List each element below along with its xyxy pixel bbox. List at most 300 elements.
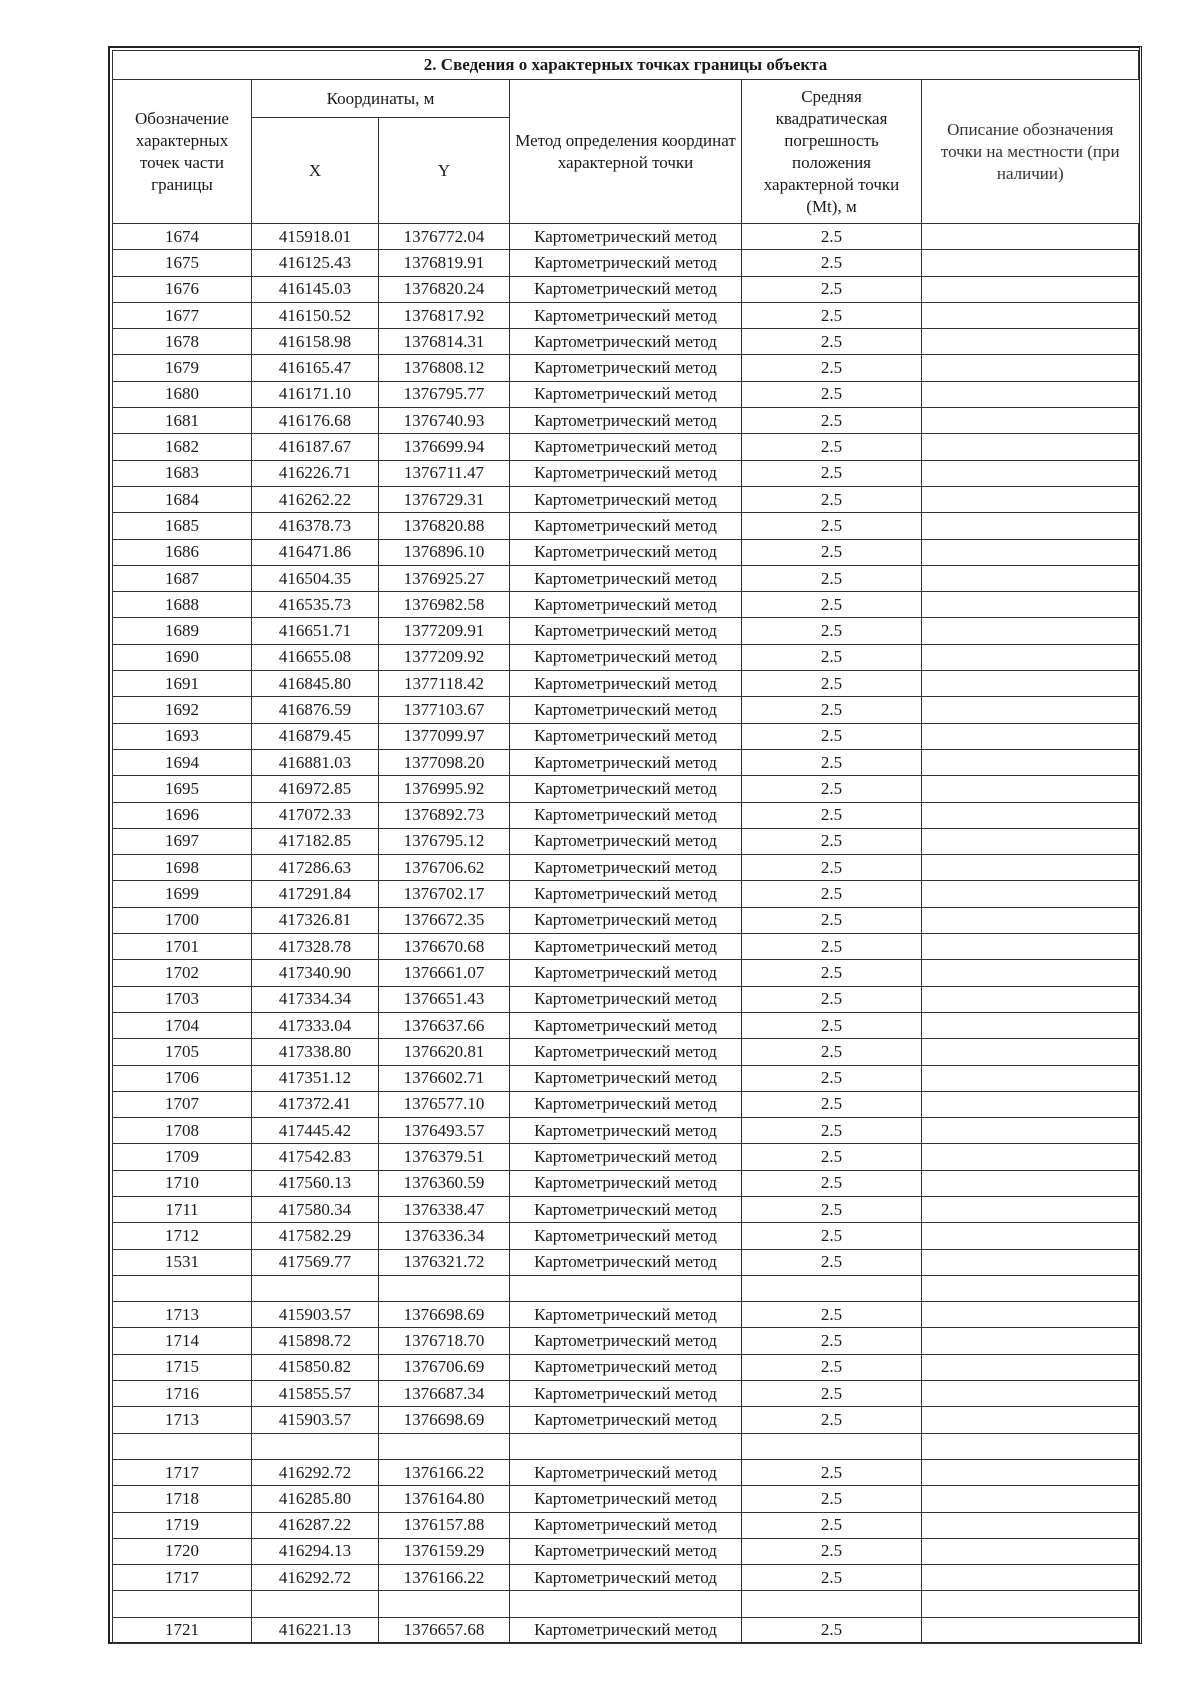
table-row <box>113 1144 1139 1170</box>
accuracy-cell: 2.5 <box>742 250 922 276</box>
point-cell: 1692 <box>113 697 252 723</box>
description-cell <box>922 539 1139 565</box>
x-coordinate-cell: 417326.81 <box>252 907 379 933</box>
point-cell: 1697 <box>113 828 252 854</box>
point-cell: 1708 <box>113 1118 252 1144</box>
accuracy-cell: 2.5 <box>742 1354 922 1380</box>
accuracy-cell: 2.5 <box>742 1012 922 1038</box>
method-cell: Картометрический метод <box>510 1328 742 1354</box>
point-cell: 1714 <box>113 1328 252 1354</box>
point-cell: 1709 <box>113 1144 252 1170</box>
accuracy-cell: 2.5 <box>742 592 922 618</box>
point-cell: 1705 <box>113 1039 252 1065</box>
accuracy-cell: 2.5 <box>742 486 922 512</box>
table-row <box>113 907 1139 933</box>
point-cell: 1693 <box>113 723 252 749</box>
accuracy-cell: 2.5 <box>742 1565 922 1591</box>
table-row <box>113 1486 1139 1512</box>
y-coordinate-cell: 1376602.71 <box>379 1065 510 1091</box>
x-coordinate-cell: 416655.08 <box>252 644 379 670</box>
table-row <box>113 381 1139 407</box>
accuracy-cell: 2.5 <box>742 749 922 775</box>
accuracy-cell: 2.5 <box>742 1538 922 1564</box>
method-cell: Картометрический метод <box>510 934 742 960</box>
table-row <box>113 618 1139 644</box>
x-coordinate-cell: 417372.41 <box>252 1091 379 1117</box>
description-cell <box>922 671 1139 697</box>
method-cell: Картометрический метод <box>510 1538 742 1564</box>
table-row <box>113 513 1139 539</box>
description-cell <box>922 907 1139 933</box>
point-cell: 1691 <box>113 671 252 697</box>
point-cell: 1717 <box>113 1459 252 1485</box>
description-cell <box>922 934 1139 960</box>
y-coordinate-cell: 1376157.88 <box>379 1512 510 1538</box>
description-cell <box>922 1381 1139 1407</box>
x-coordinate-cell: 415850.82 <box>252 1354 379 1380</box>
description-cell <box>922 592 1139 618</box>
accuracy-cell: 2.5 <box>742 1407 922 1433</box>
description-cell <box>922 697 1139 723</box>
accuracy-cell: 2.5 <box>742 828 922 854</box>
x-coordinate-cell: 416972.85 <box>252 776 379 802</box>
description-cell <box>922 408 1139 434</box>
y-coordinate-cell: 1376925.27 <box>379 565 510 591</box>
table-row <box>113 644 1139 670</box>
method-cell: Картометрический метод <box>510 1381 742 1407</box>
x-coordinate-cell: 416292.72 <box>252 1565 379 1591</box>
x-coordinate-cell: 415903.57 <box>252 1302 379 1328</box>
description-cell <box>922 355 1139 381</box>
method-cell: Картометрический метод <box>510 855 742 881</box>
y-coordinate-cell: 1376718.70 <box>379 1328 510 1354</box>
method-cell: Картометрический метод <box>510 1565 742 1591</box>
table-row <box>113 302 1139 328</box>
point-cell: 1710 <box>113 1170 252 1196</box>
accuracy-cell: 2.5 <box>742 302 922 328</box>
x-coordinate-cell: 417333.04 <box>252 1012 379 1038</box>
y-coordinate-cell: 1376706.69 <box>379 1354 510 1380</box>
point-cell: 1706 <box>113 1065 252 1091</box>
method-cell: Картометрический метод <box>510 1354 742 1380</box>
method-cell: Картометрический метод <box>510 960 742 986</box>
method-cell: Картометрический метод <box>510 565 742 591</box>
table-row <box>113 460 1139 486</box>
x-coordinate-cell: 416187.67 <box>252 434 379 460</box>
y-coordinate-cell: 1376740.93 <box>379 408 510 434</box>
point-cell: 1694 <box>113 749 252 775</box>
table-row <box>113 329 1139 355</box>
x-coordinate-cell: 416285.80 <box>252 1486 379 1512</box>
x-coordinate-cell: 417560.13 <box>252 1170 379 1196</box>
accuracy-cell: 2.5 <box>742 565 922 591</box>
table-row <box>113 697 1139 723</box>
y-coordinate-cell: 1376698.69 <box>379 1302 510 1328</box>
point-cell: 1700 <box>113 907 252 933</box>
table-row <box>113 828 1139 854</box>
method-cell: Картометрический метод <box>510 276 742 302</box>
method-cell: Картометрический метод <box>510 460 742 486</box>
x-coordinate-cell: 415918.01 <box>252 224 379 250</box>
y-coordinate-cell: 1376699.94 <box>379 434 510 460</box>
accuracy-cell: 2.5 <box>742 1170 922 1196</box>
description-cell <box>922 881 1139 907</box>
accuracy-cell: 2.5 <box>742 1091 922 1117</box>
x-coordinate-cell: 416221.13 <box>252 1617 379 1643</box>
description-cell <box>922 1039 1139 1065</box>
y-coordinate-cell: 1376164.80 <box>379 1486 510 1512</box>
point-cell: 1685 <box>113 513 252 539</box>
accuracy-cell: 2.5 <box>742 723 922 749</box>
accuracy-cell: 2.5 <box>742 881 922 907</box>
x-coordinate-cell: 417569.77 <box>252 1249 379 1275</box>
x-coordinate-cell: 417542.83 <box>252 1144 379 1170</box>
y-coordinate-cell: 1376657.68 <box>379 1617 510 1643</box>
table-row <box>113 1617 1139 1643</box>
description-cell <box>922 802 1139 828</box>
x-coordinate-cell: 417286.63 <box>252 855 379 881</box>
point-cell: 1702 <box>113 960 252 986</box>
description-cell <box>922 828 1139 854</box>
point-cell: 1721 <box>113 1617 252 1643</box>
table-row <box>113 1328 1139 1354</box>
point-cell <box>113 1433 252 1459</box>
accuracy-cell: 2.5 <box>742 644 922 670</box>
table-row <box>113 1012 1139 1038</box>
table-row <box>113 1118 1139 1144</box>
y-coordinate-cell: 1376620.81 <box>379 1039 510 1065</box>
method-cell: Картометрический метод <box>510 355 742 381</box>
y-coordinate-cell: 1376820.24 <box>379 276 510 302</box>
method-cell: Картометрический метод <box>510 1459 742 1485</box>
accuracy-cell: 2.5 <box>742 1512 922 1538</box>
point-cell: 1674 <box>113 224 252 250</box>
accuracy-cell: 2.5 <box>742 460 922 486</box>
table-row <box>113 434 1139 460</box>
y-coordinate-cell: 1376651.43 <box>379 986 510 1012</box>
method-cell: Картометрический метод <box>510 881 742 907</box>
point-cell: 1711 <box>113 1196 252 1222</box>
accuracy-cell: 2.5 <box>742 934 922 960</box>
description-cell <box>922 250 1139 276</box>
description-cell <box>922 381 1139 407</box>
point-cell: 1704 <box>113 1012 252 1038</box>
point-cell: 1688 <box>113 592 252 618</box>
description-cell <box>922 1091 1139 1117</box>
x-coordinate-cell: 417291.84 <box>252 881 379 907</box>
point-cell: 1695 <box>113 776 252 802</box>
accuracy-cell: 2.5 <box>742 1617 922 1643</box>
accuracy-cell: 2.5 <box>742 697 922 723</box>
point-cell <box>113 1275 252 1301</box>
accuracy-cell <box>742 1275 922 1301</box>
y-coordinate-cell: 1376360.59 <box>379 1170 510 1196</box>
x-coordinate-cell: 415898.72 <box>252 1328 379 1354</box>
accuracy-cell: 2.5 <box>742 434 922 460</box>
method-cell: Картометрический метод <box>510 302 742 328</box>
description-cell <box>922 1196 1139 1222</box>
description-cell <box>922 1012 1139 1038</box>
description-cell <box>922 1538 1139 1564</box>
x-coordinate-cell: 415903.57 <box>252 1407 379 1433</box>
accuracy-cell: 2.5 <box>742 408 922 434</box>
method-cell: Картометрический метод <box>510 618 742 644</box>
method-cell: Картометрический метод <box>510 1249 742 1275</box>
point-cell: 1683 <box>113 460 252 486</box>
table-row <box>113 855 1139 881</box>
table-row <box>113 276 1139 302</box>
description-cell <box>922 1275 1139 1301</box>
description-cell <box>922 855 1139 881</box>
y-coordinate-cell: 1376795.77 <box>379 381 510 407</box>
point-cell: 1718 <box>113 1486 252 1512</box>
table-row <box>113 224 1139 250</box>
method-cell: Картометрический метод <box>510 434 742 460</box>
y-coordinate-cell: 1376892.73 <box>379 802 510 828</box>
x-coordinate-cell: 416535.73 <box>252 592 379 618</box>
x-coordinate-cell: 416158.98 <box>252 329 379 355</box>
method-cell: Картометрический метод <box>510 539 742 565</box>
method-cell: Картометрический метод <box>510 1302 742 1328</box>
x-coordinate-cell: 417445.42 <box>252 1118 379 1144</box>
accuracy-cell: 2.5 <box>742 1249 922 1275</box>
accuracy-cell: 2.5 <box>742 960 922 986</box>
description-cell <box>922 329 1139 355</box>
table-row <box>113 1302 1139 1328</box>
y-coordinate-cell: 1376321.72 <box>379 1249 510 1275</box>
y-coordinate-cell: 1376338.47 <box>379 1196 510 1222</box>
x-coordinate-cell: 417338.80 <box>252 1039 379 1065</box>
accuracy-cell: 2.5 <box>742 1381 922 1407</box>
point-cell: 1680 <box>113 381 252 407</box>
x-coordinate-cell <box>252 1433 379 1459</box>
x-coordinate-cell: 416262.22 <box>252 486 379 512</box>
header-point: Обозначение характерных точек части границы <box>113 80 252 224</box>
y-coordinate-cell <box>379 1591 510 1617</box>
method-cell: Картометрический метод <box>510 1144 742 1170</box>
y-coordinate-cell: 1376159.29 <box>379 1538 510 1564</box>
table-row <box>113 749 1139 775</box>
description-cell <box>922 276 1139 302</box>
table-row <box>113 671 1139 697</box>
description-cell <box>922 986 1139 1012</box>
description-cell <box>922 749 1139 775</box>
table-row <box>113 1091 1139 1117</box>
x-coordinate-cell: 417182.85 <box>252 828 379 854</box>
table-row <box>113 592 1139 618</box>
description-cell <box>922 1433 1139 1459</box>
header-x: X <box>252 118 379 224</box>
description-cell <box>922 723 1139 749</box>
header-method: Метод определения координат характерной точки <box>510 80 742 224</box>
x-coordinate-cell: 416150.52 <box>252 302 379 328</box>
x-coordinate-cell: 417582.29 <box>252 1223 379 1249</box>
separator-row <box>113 1275 1139 1301</box>
method-cell: Картометрический метод <box>510 1118 742 1144</box>
table-row <box>113 1170 1139 1196</box>
x-coordinate-cell: 416171.10 <box>252 381 379 407</box>
table-row <box>113 934 1139 960</box>
description-cell <box>922 1118 1139 1144</box>
point-cell: 1686 <box>113 539 252 565</box>
method-cell: Картометрический метод <box>510 250 742 276</box>
description-cell <box>922 513 1139 539</box>
point-cell: 1689 <box>113 618 252 644</box>
description-cell <box>922 1170 1139 1196</box>
point-cell: 1696 <box>113 802 252 828</box>
table-row <box>113 1354 1139 1380</box>
x-coordinate-cell: 416165.47 <box>252 355 379 381</box>
method-cell: Картометрический метод <box>510 802 742 828</box>
point-cell: 1699 <box>113 881 252 907</box>
y-coordinate-cell: 1376817.92 <box>379 302 510 328</box>
y-coordinate-cell: 1376808.12 <box>379 355 510 381</box>
method-cell: Картометрический метод <box>510 1196 742 1222</box>
method-cell: Картометрический метод <box>510 1039 742 1065</box>
method-cell: Картометрический метод <box>510 828 742 854</box>
y-coordinate-cell: 1376706.62 <box>379 855 510 881</box>
y-coordinate-cell: 1376687.34 <box>379 1381 510 1407</box>
method-cell: Картометрический метод <box>510 907 742 933</box>
method-cell <box>510 1433 742 1459</box>
table-row <box>113 1196 1139 1222</box>
x-coordinate-cell: 416292.72 <box>252 1459 379 1485</box>
accuracy-cell: 2.5 <box>742 329 922 355</box>
accuracy-cell: 2.5 <box>742 1196 922 1222</box>
method-cell: Картометрический метод <box>510 408 742 434</box>
accuracy-cell: 2.5 <box>742 513 922 539</box>
y-coordinate-cell: 1376819.91 <box>379 250 510 276</box>
method-cell: Картометрический метод <box>510 381 742 407</box>
table-row <box>113 539 1139 565</box>
method-cell: Картометрический метод <box>510 486 742 512</box>
table-row <box>113 250 1139 276</box>
y-coordinate-cell: 1376814.31 <box>379 329 510 355</box>
y-coordinate-cell: 1377209.91 <box>379 618 510 644</box>
accuracy-cell: 2.5 <box>742 855 922 881</box>
method-cell: Картометрический метод <box>510 1223 742 1249</box>
accuracy-cell: 2.5 <box>742 986 922 1012</box>
accuracy-cell: 2.5 <box>742 618 922 644</box>
y-coordinate-cell: 1376702.17 <box>379 881 510 907</box>
table-row <box>113 1039 1139 1065</box>
table-row <box>113 1565 1139 1591</box>
point-cell: 1690 <box>113 644 252 670</box>
y-coordinate-cell: 1376661.07 <box>379 960 510 986</box>
method-cell: Картометрический метод <box>510 671 742 697</box>
y-coordinate-cell: 1377098.20 <box>379 749 510 775</box>
description-cell <box>922 1354 1139 1380</box>
y-coordinate-cell: 1377118.42 <box>379 671 510 697</box>
accuracy-cell: 2.5 <box>742 907 922 933</box>
y-coordinate-cell <box>379 1275 510 1301</box>
method-cell: Картометрический метод <box>510 1065 742 1091</box>
point-cell: 1681 <box>113 408 252 434</box>
method-cell: Картометрический метод <box>510 513 742 539</box>
description-cell <box>922 644 1139 670</box>
y-coordinate-cell: 1376698.69 <box>379 1407 510 1433</box>
y-coordinate-cell: 1376577.10 <box>379 1091 510 1117</box>
x-coordinate-cell: 417334.34 <box>252 986 379 1012</box>
accuracy-cell: 2.5 <box>742 1065 922 1091</box>
accuracy-cell: 2.5 <box>742 1486 922 1512</box>
header-coords: Координаты, м <box>252 80 510 118</box>
section-title: 2. Сведения о характерных точках границы объекта <box>113 51 1139 80</box>
accuracy-cell: 2.5 <box>742 1118 922 1144</box>
x-coordinate-cell: 416504.35 <box>252 565 379 591</box>
boundary-points-table <box>112 50 1139 1644</box>
point-cell: 1684 <box>113 486 252 512</box>
description-cell <box>922 565 1139 591</box>
accuracy-cell <box>742 1591 922 1617</box>
description-cell <box>922 1302 1139 1328</box>
table-row <box>113 1065 1139 1091</box>
description-cell <box>922 1512 1139 1538</box>
description-cell <box>922 618 1139 644</box>
y-coordinate-cell: 1376729.31 <box>379 486 510 512</box>
x-coordinate-cell: 417580.34 <box>252 1196 379 1222</box>
method-cell: Картометрический метод <box>510 1012 742 1038</box>
y-coordinate-cell: 1376493.57 <box>379 1118 510 1144</box>
y-coordinate-cell: 1376795.12 <box>379 828 510 854</box>
y-coordinate-cell: 1376637.66 <box>379 1012 510 1038</box>
table-row <box>113 355 1139 381</box>
table-row <box>113 1249 1139 1275</box>
point-cell: 1675 <box>113 250 252 276</box>
method-cell: Картометрический метод <box>510 644 742 670</box>
x-coordinate-cell: 415855.57 <box>252 1381 379 1407</box>
point-cell: 1713 <box>113 1302 252 1328</box>
y-coordinate-cell: 1376772.04 <box>379 224 510 250</box>
y-coordinate-cell: 1376896.10 <box>379 539 510 565</box>
y-coordinate-cell: 1377209.92 <box>379 644 510 670</box>
point-cell: 1676 <box>113 276 252 302</box>
table-row <box>113 486 1139 512</box>
point-cell: 1682 <box>113 434 252 460</box>
y-coordinate-cell: 1376672.35 <box>379 907 510 933</box>
y-coordinate-cell: 1377099.97 <box>379 723 510 749</box>
method-cell: Картометрический метод <box>510 1617 742 1643</box>
y-coordinate-cell: 1376379.51 <box>379 1144 510 1170</box>
point-cell: 1703 <box>113 986 252 1012</box>
description-cell <box>922 460 1139 486</box>
y-coordinate-cell: 1376820.88 <box>379 513 510 539</box>
table-row <box>113 881 1139 907</box>
x-coordinate-cell: 416125.43 <box>252 250 379 276</box>
x-coordinate-cell: 416471.86 <box>252 539 379 565</box>
x-coordinate-cell <box>252 1591 379 1617</box>
accuracy-cell: 2.5 <box>742 802 922 828</box>
table-row <box>113 565 1139 591</box>
point-cell: 1719 <box>113 1512 252 1538</box>
table-row <box>113 1538 1139 1564</box>
description-cell <box>922 224 1139 250</box>
point-cell: 1677 <box>113 302 252 328</box>
method-cell: Картометрический метод <box>510 1091 742 1117</box>
method-cell: Картометрический метод <box>510 1170 742 1196</box>
accuracy-cell: 2.5 <box>742 1302 922 1328</box>
accuracy-cell: 2.5 <box>742 671 922 697</box>
point-cell: 1687 <box>113 565 252 591</box>
y-coordinate-cell: 1376982.58 <box>379 592 510 618</box>
y-coordinate-cell: 1376670.68 <box>379 934 510 960</box>
method-cell: Картометрический метод <box>510 1407 742 1433</box>
table-row <box>113 960 1139 986</box>
method-cell: Картометрический метод <box>510 723 742 749</box>
x-coordinate-cell: 417351.12 <box>252 1065 379 1091</box>
y-coordinate-cell: 1376166.22 <box>379 1565 510 1591</box>
accuracy-cell: 2.5 <box>742 539 922 565</box>
